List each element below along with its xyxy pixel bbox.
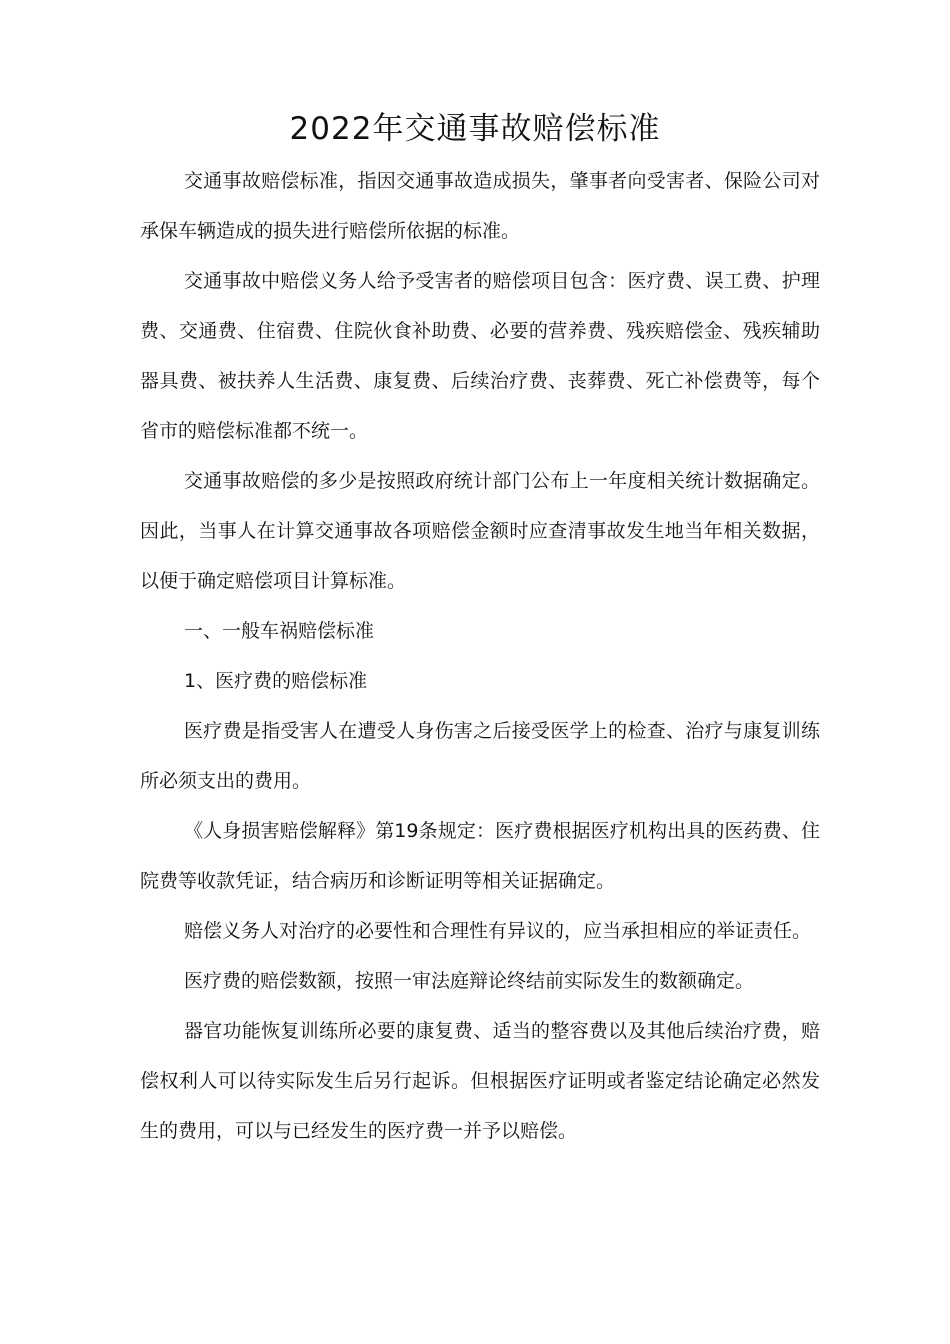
document-title: 2022年交通事故赔偿标准 <box>289 111 661 147</box>
document-body <box>140 156 820 1156</box>
paragraph: 《人身损害赔偿解释》第19条规定：医疗费根据医疗机构出具的医药费、住院费等收款凭证，结合病历和诊断证明等相关证据确定。 <box>140 820 820 892</box>
paragraph: 赔偿义务人对治疗的必要性和合理性有异议的，应当承担相应的举证责任。 <box>184 920 812 942</box>
paragraph: 医疗费的赔偿数额，按照一审法庭辩论终结前实际发生的数额确定。 <box>184 970 755 992</box>
paragraph: 器官功能恢复训练所必要的康复费、适当的整容费以及其他后续治疗费，赔偿权利人可以待实际发生后另行起诉。但根据医疗证明或者鉴定结论确定必然发生的费用，可以与已经发生的医疗费一并予以赔偿。 <box>140 1020 820 1142</box>
subsection-heading: 1、医疗费的赔偿标准 <box>184 670 368 692</box>
paragraph: 医疗费是指受害人在遭受人身伤害之后接受医学上的检查、治疗与康复训练所必须支出的费用。 <box>140 720 820 792</box>
section-heading: 一、一般车祸赔偿标准 <box>184 620 375 642</box>
paragraph: 交通事故中赔偿义务人给予受害者的赔偿项目包含：医疗费、误工费、护理费、交通费、住宿费、住院伙食补助费、必要的营养费、残疾赔偿金、残疾辅助器具费、被扶养人生活费、康复费、后续治疗费、丧葬费、死亡补偿费等，每个省市的赔偿标准都不统一。 <box>140 270 820 442</box>
paragraph: 交通事故赔偿标准，指因交通事故造成损失，肇事者向受害者、保险公司对承保车辆造成的损失进行赔偿所依据的标准。 <box>140 170 820 242</box>
paragraph: 交通事故赔偿的多少是按照政府统计部门公布上一年度相关统计数据确定。因此，当事人在计算交通事故各项赔偿金额时应查清事故发生地当年相关数据，以便于确定赔偿项目计算标准。 <box>140 470 820 592</box>
